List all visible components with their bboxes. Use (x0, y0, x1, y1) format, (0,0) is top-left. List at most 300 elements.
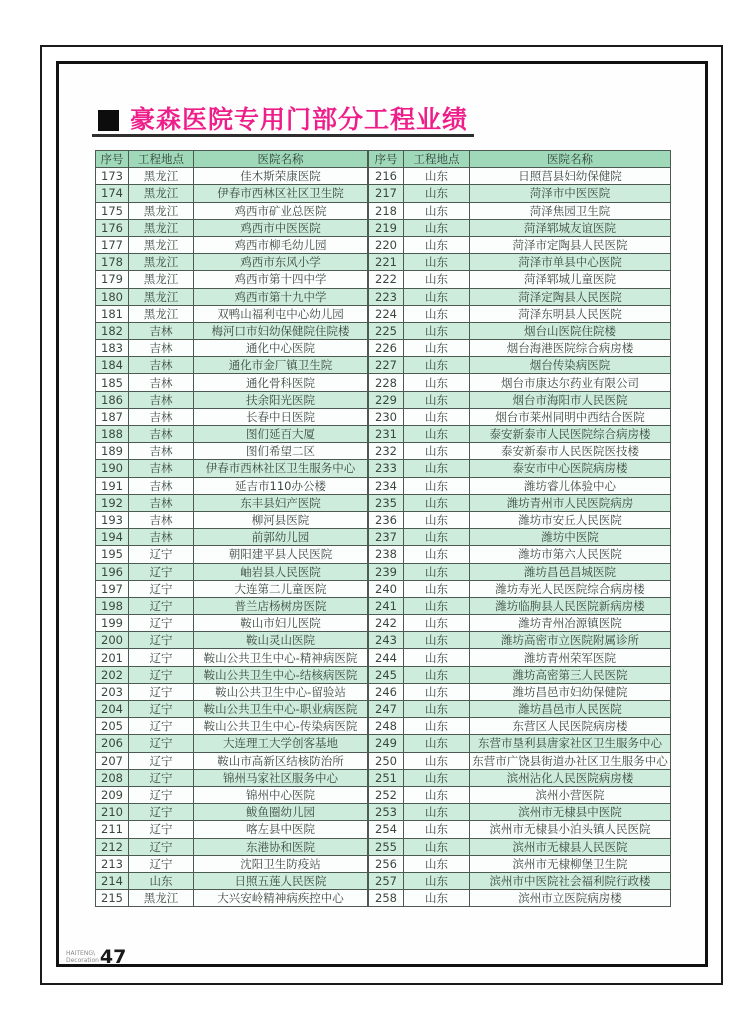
cell-serial: 177 (96, 236, 129, 253)
cell-hospital-name: 潍坊昌邑市人民医院 (470, 701, 671, 718)
cell-serial: 208 (96, 769, 129, 786)
table-row (96, 632, 368, 649)
table-row (96, 374, 368, 391)
cell-location: 辽宁 (129, 752, 194, 769)
table-row (369, 254, 671, 271)
cell-serial: 224 (369, 305, 404, 322)
table-row (369, 580, 671, 597)
cell-serial: 179 (96, 271, 129, 288)
table-row (96, 460, 368, 477)
cell-serial: 222 (369, 271, 404, 288)
cell-serial: 251 (369, 769, 404, 786)
table-row (369, 786, 671, 803)
table-row (369, 546, 671, 563)
cell-serial: 231 (369, 426, 404, 443)
cell-location: 辽宁 (129, 632, 194, 649)
cell-serial: 230 (369, 408, 404, 425)
table-row (96, 426, 368, 443)
cell-location: 辽宁 (129, 821, 194, 838)
cell-location: 山东 (404, 288, 470, 305)
cell-serial: 178 (96, 254, 129, 271)
cell-serial: 214 (96, 872, 129, 889)
cell-hospital-name: 滨州沾化人民医院病房楼 (470, 769, 671, 786)
cell-hospital-name: 鞍山公共卫生中心-职业病医院 (194, 701, 368, 718)
cell-location: 黑龙江 (129, 236, 194, 253)
cell-hospital-name: 菏泽市单县中心医院 (470, 254, 671, 271)
cell-serial: 199 (96, 615, 129, 632)
cell-serial: 196 (96, 563, 129, 580)
cell-location: 辽宁 (129, 666, 194, 683)
cell-hospital-name: 通化市金厂镇卫生院 (194, 357, 368, 374)
cell-hospital-name: 通化骨科医院 (194, 374, 368, 391)
table-row (369, 168, 671, 185)
table-row (96, 683, 368, 700)
table-header-left (96, 151, 368, 168)
cell-hospital-name: 大连理工大学创客基地 (194, 735, 368, 752)
cell-hospital-name: 滨州小营医院 (470, 786, 671, 803)
cell-hospital-name: 菏泽市定陶县人民医院 (470, 236, 671, 253)
table-row (96, 597, 368, 614)
cell-location: 黑龙江 (129, 168, 194, 185)
cell-serial: 182 (96, 322, 129, 339)
cell-serial: 173 (96, 168, 129, 185)
cell-location: 山东 (404, 666, 470, 683)
table-row (96, 615, 368, 632)
cell-hospital-name: 图们希望二区 (194, 443, 368, 460)
cell-serial: 237 (369, 529, 404, 546)
cell-hospital-name: 鸡西市第十四中学 (194, 271, 368, 288)
cell-hospital-name: 潍坊睿儿体验中心 (470, 477, 671, 494)
cell-serial: 217 (369, 185, 404, 202)
cell-location: 山东 (404, 426, 470, 443)
cell-location: 辽宁 (129, 804, 194, 821)
cell-serial: 255 (369, 838, 404, 855)
cell-location: 山东 (404, 391, 470, 408)
cell-hospital-name: 鞍山公共卫生中心-传染病医院 (194, 718, 368, 735)
table-row (369, 632, 671, 649)
cell-hospital-name: 菏泽焦园卫生院 (470, 202, 671, 219)
cell-serial: 223 (369, 288, 404, 305)
cell-hospital-name: 鞍山公共卫生中心-留验站 (194, 683, 368, 700)
table-body-left (96, 168, 368, 907)
column-header: 工程地点 (129, 151, 194, 168)
header-row (369, 151, 671, 168)
cell-location: 辽宁 (129, 701, 194, 718)
cell-hospital-name: 潍坊高密市立医院附属诊所 (470, 632, 671, 649)
cell-location: 山东 (404, 718, 470, 735)
cell-hospital-name: 鸡西市中医医院 (194, 219, 368, 236)
table-row (369, 563, 671, 580)
cell-hospital-name: 鸡西市第十九中学 (194, 288, 368, 305)
cell-location: 山东 (404, 357, 470, 374)
cell-location: 辽宁 (129, 563, 194, 580)
title-underline (92, 134, 474, 137)
cell-serial: 253 (369, 804, 404, 821)
cell-location: 吉林 (129, 494, 194, 511)
cell-serial: 193 (96, 511, 129, 528)
cell-location: 山东 (404, 443, 470, 460)
cell-location: 山东 (404, 649, 470, 666)
cell-hospital-name: 潍坊寿光人民医院综合病房楼 (470, 580, 671, 597)
cell-hospital-name: 鸡西市东风小学 (194, 254, 368, 271)
cell-hospital-name: 潍坊昌邑市妇幼保健院 (470, 683, 671, 700)
cell-serial: 232 (369, 443, 404, 460)
cell-hospital-name: 锦州中心医院 (194, 786, 368, 803)
table-row (96, 494, 368, 511)
table-row (369, 185, 671, 202)
cell-hospital-name: 烟台市莱州同明中西结合医院 (470, 408, 671, 425)
cell-serial: 245 (369, 666, 404, 683)
table-row (369, 340, 671, 357)
cell-serial: 226 (369, 340, 404, 357)
cell-serial: 229 (369, 391, 404, 408)
table-row (369, 804, 671, 821)
cell-hospital-name: 通化中心医院 (194, 340, 368, 357)
cell-serial: 240 (369, 580, 404, 597)
cell-hospital-name: 滨州市立医院病房楼 (470, 890, 671, 907)
cell-serial: 219 (369, 219, 404, 236)
table-row (96, 185, 368, 202)
cell-serial: 176 (96, 219, 129, 236)
cell-serial: 204 (96, 701, 129, 718)
cell-location: 辽宁 (129, 735, 194, 752)
table-row (96, 168, 368, 185)
cell-serial: 207 (96, 752, 129, 769)
cell-location: 山东 (404, 838, 470, 855)
cell-hospital-name: 鞍山市妇儿医院 (194, 615, 368, 632)
table-row (369, 219, 671, 236)
cell-serial: 239 (369, 563, 404, 580)
cell-serial: 184 (96, 357, 129, 374)
cell-serial: 254 (369, 821, 404, 838)
cell-location: 辽宁 (129, 769, 194, 786)
cell-serial: 212 (96, 838, 129, 855)
cell-hospital-name: 烟台市康达尔药业有限公司 (470, 374, 671, 391)
cell-hospital-name: 扶余阳光医院 (194, 391, 368, 408)
cell-hospital-name: 潍坊昌邑昌城医院 (470, 563, 671, 580)
table-row (96, 271, 368, 288)
table-row (369, 752, 671, 769)
table-row (96, 890, 368, 907)
cell-location: 山东 (404, 563, 470, 580)
table-row (96, 752, 368, 769)
cell-serial: 228 (369, 374, 404, 391)
table-row (369, 460, 671, 477)
performance-tables (95, 150, 668, 907)
cell-hospital-name: 滨州市无棣柳堡卫生院 (470, 855, 671, 872)
table-row (96, 408, 368, 425)
cell-location: 山东 (404, 494, 470, 511)
cell-serial: 185 (96, 374, 129, 391)
table-row (96, 254, 368, 271)
table-row (96, 511, 368, 528)
table-row (369, 666, 671, 683)
cell-hospital-name: 滨州市无棣县中医院 (470, 804, 671, 821)
cell-location: 黑龙江 (129, 271, 194, 288)
table-row (369, 426, 671, 443)
cell-location: 山东 (404, 305, 470, 322)
page-number: 47 (99, 946, 127, 968)
cell-location: 山东 (404, 374, 470, 391)
cell-location: 山东 (404, 786, 470, 803)
table-row (369, 838, 671, 855)
table-row (369, 890, 671, 907)
cell-location: 黑龙江 (129, 219, 194, 236)
cell-serial: 243 (369, 632, 404, 649)
cell-hospital-name: 鸡西市柳毛幼儿园 (194, 236, 368, 253)
cell-location: 山东 (404, 219, 470, 236)
cell-serial: 238 (369, 546, 404, 563)
table-row (369, 271, 671, 288)
page-footer (66, 942, 126, 972)
cell-serial: 247 (369, 701, 404, 718)
table-row (369, 494, 671, 511)
header-row (96, 151, 368, 168)
cell-location: 黑龙江 (129, 254, 194, 271)
cell-location: 辽宁 (129, 546, 194, 563)
cell-location: 辽宁 (129, 855, 194, 872)
cell-hospital-name: 东营区人民医院病房楼 (470, 718, 671, 735)
cell-hospital-name: 喀左县中医院 (194, 821, 368, 838)
cell-hospital-name: 烟台山医院住院楼 (470, 322, 671, 339)
cell-serial: 249 (369, 735, 404, 752)
cell-serial: 202 (96, 666, 129, 683)
cell-hospital-name: 滨州市中医院社会福利院行政楼 (470, 872, 671, 889)
cell-serial: 195 (96, 546, 129, 563)
table-row (369, 443, 671, 460)
table-row (369, 615, 671, 632)
table-row (96, 305, 368, 322)
cell-location: 山东 (404, 529, 470, 546)
cell-location: 吉林 (129, 529, 194, 546)
table-row (96, 769, 368, 786)
cell-location: 吉林 (129, 460, 194, 477)
table-row (369, 477, 671, 494)
cell-location: 辽宁 (129, 597, 194, 614)
footer-brand-text (66, 950, 99, 965)
cell-location: 山东 (404, 460, 470, 477)
cell-hospital-name: 菏泽郓城友谊医院 (470, 219, 671, 236)
cell-location: 黑龙江 (129, 305, 194, 322)
cell-location: 山东 (404, 821, 470, 838)
table-row (96, 546, 368, 563)
cell-serial: 216 (369, 168, 404, 185)
column-header: 工程地点 (404, 151, 470, 168)
table-row (369, 408, 671, 425)
table-row (369, 718, 671, 735)
cell-serial: 236 (369, 511, 404, 528)
cell-hospital-name: 泰安新泰市人民医院医技楼 (470, 443, 671, 460)
cell-location: 山东 (404, 683, 470, 700)
cell-serial: 181 (96, 305, 129, 322)
cell-hospital-name: 菏泽市中医医院 (470, 185, 671, 202)
cell-hospital-name: 鞍山市高新区结核防治所 (194, 752, 368, 769)
cell-hospital-name: 鞍山公共卫生中心-精神病医院 (194, 649, 368, 666)
column-header: 医院名称 (470, 151, 671, 168)
cell-hospital-name: 佳木斯荣康医院 (194, 168, 368, 185)
cell-location: 山东 (404, 271, 470, 288)
cell-location: 山东 (404, 202, 470, 219)
cell-serial: 210 (96, 804, 129, 821)
table-row (96, 872, 368, 889)
cell-hospital-name: 柳河县医院 (194, 511, 368, 528)
cell-location: 吉林 (129, 322, 194, 339)
cell-serial: 180 (96, 288, 129, 305)
cell-hospital-name: 潍坊市安丘人民医院 (470, 511, 671, 528)
cell-location: 山东 (404, 546, 470, 563)
cell-serial: 242 (369, 615, 404, 632)
cell-serial: 235 (369, 494, 404, 511)
cell-serial: 191 (96, 477, 129, 494)
cell-location: 山东 (404, 855, 470, 872)
table-row (96, 477, 368, 494)
cell-serial: 234 (369, 477, 404, 494)
cell-hospital-name: 滨州市无棣县小泊头镇人民医院 (470, 821, 671, 838)
cell-location: 山东 (404, 408, 470, 425)
cell-serial: 221 (369, 254, 404, 271)
cell-hospital-name: 日照莒县妇幼保健院 (470, 168, 671, 185)
cell-location: 吉林 (129, 477, 194, 494)
table-row (96, 236, 368, 253)
title-bullet-square (98, 110, 119, 131)
cell-hospital-name: 伊春市西林社区卫生服务中心 (194, 460, 368, 477)
cell-location: 山东 (404, 580, 470, 597)
cell-location: 山东 (404, 890, 470, 907)
footer-brand-line2: Decoration (66, 957, 99, 964)
cell-hospital-name: 潍坊青州荣军医院 (470, 649, 671, 666)
table-row (96, 718, 368, 735)
cell-serial: 175 (96, 202, 129, 219)
cell-hospital-name: 大连第二儿童医院 (194, 580, 368, 597)
cell-serial: 186 (96, 391, 129, 408)
cell-location: 山东 (404, 769, 470, 786)
cell-serial: 198 (96, 597, 129, 614)
table-row (369, 735, 671, 752)
performance-table-left (95, 150, 368, 907)
cell-serial: 211 (96, 821, 129, 838)
cell-serial: 215 (96, 890, 129, 907)
table-row (369, 391, 671, 408)
cell-hospital-name: 潍坊青州冶源镇医院 (470, 615, 671, 632)
cell-location: 山东 (404, 340, 470, 357)
table-row (96, 804, 368, 821)
cell-location: 山东 (404, 701, 470, 718)
cell-serial: 174 (96, 185, 129, 202)
cell-location: 山东 (404, 236, 470, 253)
cell-hospital-name: 鞍山公共卫生中心-结核病医院 (194, 666, 368, 683)
table-row (96, 340, 368, 357)
table-row (96, 855, 368, 872)
cell-hospital-name: 梅河口市妇幼保健院住院楼 (194, 322, 368, 339)
table-row (96, 649, 368, 666)
cell-hospital-name: 鞍山灵山医院 (194, 632, 368, 649)
cell-hospital-name: 烟台传染病医院 (470, 357, 671, 374)
cell-serial: 244 (369, 649, 404, 666)
table-row (369, 322, 671, 339)
table-row (369, 529, 671, 546)
cell-hospital-name: 锦州马家社区服务中心 (194, 769, 368, 786)
cell-serial: 246 (369, 683, 404, 700)
cell-serial: 197 (96, 580, 129, 597)
table-row (369, 357, 671, 374)
table-row (96, 838, 368, 855)
cell-hospital-name: 沈阳卫生防疫站 (194, 855, 368, 872)
cell-location: 吉林 (129, 443, 194, 460)
cell-serial: 250 (369, 752, 404, 769)
cell-hospital-name: 菏泽东明县人民医院 (470, 305, 671, 322)
table-row (369, 236, 671, 253)
table-row (369, 701, 671, 718)
cell-serial: 257 (369, 872, 404, 889)
table-row (96, 391, 368, 408)
cell-location: 山东 (404, 752, 470, 769)
cell-location: 山东 (404, 632, 470, 649)
cell-hospital-name: 长春中日医院 (194, 408, 368, 425)
cell-hospital-name: 图们延百大厦 (194, 426, 368, 443)
cell-hospital-name: 普兰店杨树房医院 (194, 597, 368, 614)
cell-location: 辽宁 (129, 718, 194, 735)
cell-location: 山东 (404, 735, 470, 752)
cell-hospital-name: 滨州市无棣县人民医院 (470, 838, 671, 855)
cell-location: 山东 (404, 872, 470, 889)
column-header: 医院名称 (194, 151, 368, 168)
cell-serial: 213 (96, 855, 129, 872)
cell-hospital-name: 菏泽郓城儿童医院 (470, 271, 671, 288)
cell-hospital-name: 岫岩县人民医院 (194, 563, 368, 580)
table-row (96, 821, 368, 838)
cell-location: 辽宁 (129, 649, 194, 666)
cell-serial: 225 (369, 322, 404, 339)
cell-location: 辽宁 (129, 786, 194, 803)
table-row (96, 666, 368, 683)
cell-hospital-name: 日照五莲人民医院 (194, 872, 368, 889)
cell-hospital-name: 泰安新泰市人民医院综合病房楼 (470, 426, 671, 443)
table-row (369, 683, 671, 700)
cell-location: 山东 (404, 185, 470, 202)
cell-hospital-name: 潍坊市第六人民医院 (470, 546, 671, 563)
cell-serial: 218 (369, 202, 404, 219)
cell-hospital-name: 泰安市中心医院病房楼 (470, 460, 671, 477)
page-title: 豪森医院专用门部分工程业绩 (130, 105, 469, 134)
table-row (369, 305, 671, 322)
table-row (369, 374, 671, 391)
cell-hospital-name: 潍坊高密第三人民医院 (470, 666, 671, 683)
cell-serial: 203 (96, 683, 129, 700)
cell-serial: 233 (369, 460, 404, 477)
table-row (96, 443, 368, 460)
cell-hospital-name: 鸡西市矿业总医院 (194, 202, 368, 219)
cell-hospital-name: 大兴安岭精神病疾控中心 (194, 890, 368, 907)
cell-location: 山东 (129, 872, 194, 889)
cell-serial: 205 (96, 718, 129, 735)
performance-table-right (368, 150, 671, 907)
cell-hospital-name: 东丰县妇产医院 (194, 494, 368, 511)
cell-location: 山东 (404, 804, 470, 821)
cell-location: 吉林 (129, 511, 194, 528)
cell-hospital-name: 烟台海港医院综合病房楼 (470, 340, 671, 357)
cell-serial: 201 (96, 649, 129, 666)
footer-brand-line1: HAITENG\ (66, 949, 96, 957)
cell-location: 吉林 (129, 426, 194, 443)
cell-hospital-name: 延吉市110办公楼 (194, 477, 368, 494)
table-row (96, 563, 368, 580)
table-row (96, 580, 368, 597)
cell-serial: 241 (369, 597, 404, 614)
cell-serial: 220 (369, 236, 404, 253)
cell-hospital-name: 菏泽定陶县人民医院 (470, 288, 671, 305)
cell-hospital-name: 烟台市海阳市人民医院 (470, 391, 671, 408)
cell-serial: 248 (369, 718, 404, 735)
